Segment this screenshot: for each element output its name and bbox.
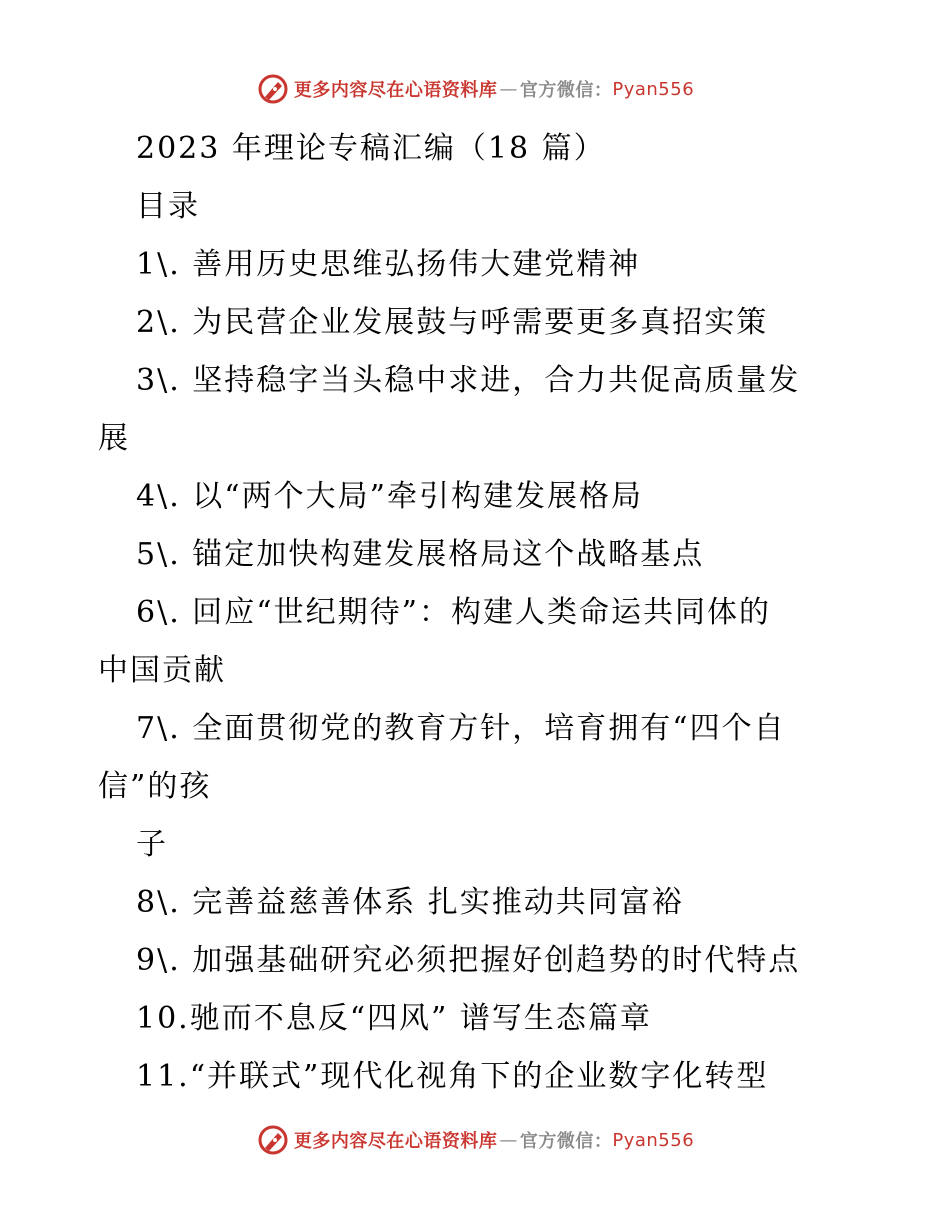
document-body (98, 120, 858, 1106)
toc-line: 7\. 全面贯彻党的教育方针，培育拥有“四个自 (136, 711, 786, 746)
banner-site-name: 更多内容尽在心语资料库 (293, 1131, 498, 1152)
banner-dash: — (499, 78, 518, 100)
footer-watermark-banner (0, 1123, 950, 1157)
banner-wechat-id: Pyan556 (612, 78, 695, 100)
toc-line: 10.驰而不息反“四风” 谱写生态篇章 (136, 1001, 652, 1036)
banner-official-label: 官方微信： (519, 80, 613, 101)
toc-line: 11.“并联式”现代化视角下的企业数字化转型 (136, 1059, 769, 1094)
toc-line: 子 (136, 827, 168, 862)
toc-line: 6\. 回应“世纪期待”：构建人类命运共同体的 (136, 595, 771, 630)
banner-wechat-id: Pyan556 (612, 1129, 695, 1151)
toc-line: 9\. 加强基础研究必须把握好创趋势的时代特点 (136, 943, 801, 978)
banner-site-name: 更多内容尽在心语资料库 (293, 80, 498, 101)
toc-line: 展 (98, 421, 130, 456)
toc-line: 信”的孩 (98, 769, 212, 804)
document-title: 2023 年理论专稿汇编（18 篇） (136, 131, 606, 166)
pen-nib-logo-icon (256, 72, 290, 106)
toc-line: 3\. 坚持稳字当头稳中求进，合力共促高质量发 (136, 363, 801, 398)
toc-line: 8\. 完善益慈善体系 扎实推动共同富裕 (136, 885, 684, 920)
banner-dash: — (499, 1129, 518, 1151)
toc-heading: 目录 (136, 189, 200, 224)
banner-official-label: 官方微信： (519, 1131, 613, 1152)
toc-line: 5\. 锚定加快构建发展格局这个战略基点 (136, 537, 705, 572)
toc-line: 4\. 以“两个大局”牵引构建发展格局 (136, 479, 643, 514)
toc-list (98, 236, 858, 1106)
header-watermark-banner (0, 72, 950, 106)
toc-line: 中国贡献 (98, 653, 226, 688)
toc-line: 2\. 为民营企业发展鼓与呼需要更多真招实策 (136, 305, 769, 340)
toc-line: 1\. 善用历史思维弘扬伟大建党精神 (136, 247, 641, 282)
pen-nib-logo-icon (256, 1123, 290, 1157)
